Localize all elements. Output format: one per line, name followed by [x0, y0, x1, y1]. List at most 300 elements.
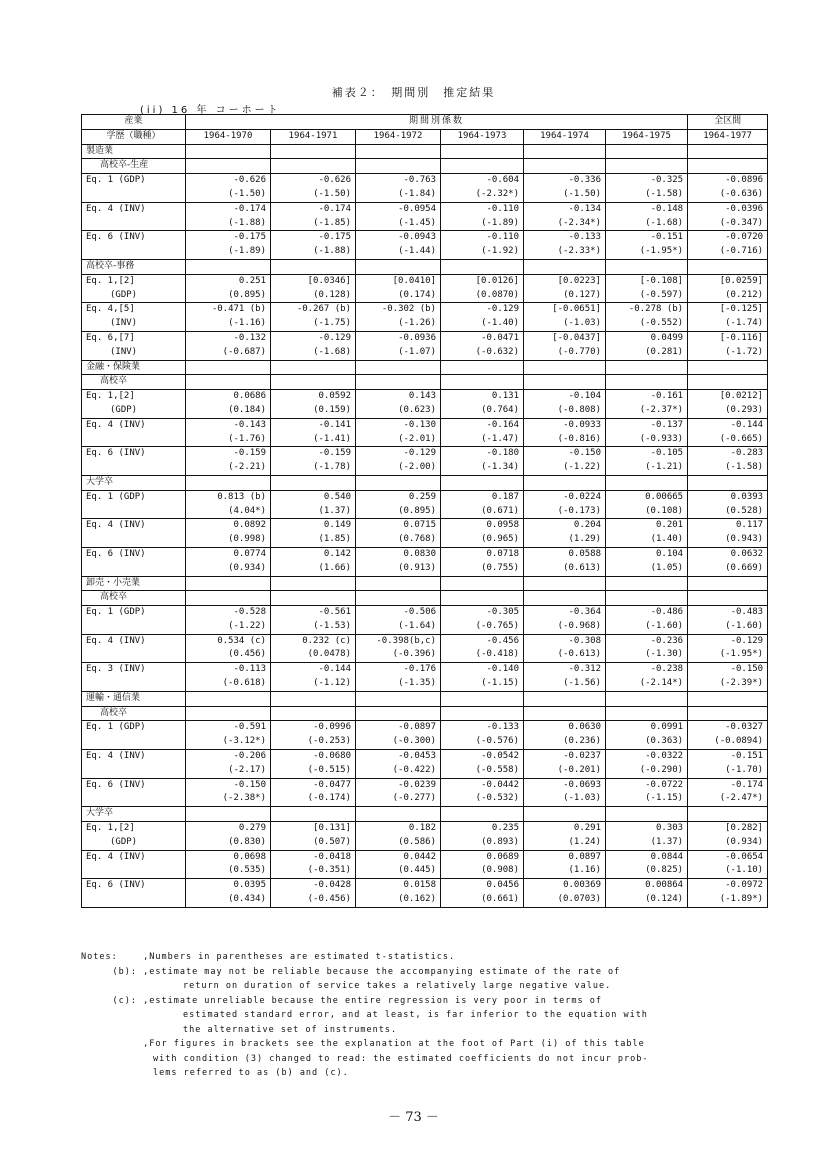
coef-cell: -0.483: [688, 606, 768, 620]
tstat-cell: (-0.618): [186, 677, 271, 691]
note-continuation: lems referred to as (b) and (c).: [153, 1068, 349, 1078]
empty-cell: [356, 159, 441, 174]
coef-cell: 0.0158: [356, 879, 441, 893]
coef-cell: -0.150: [186, 778, 271, 792]
tstat-cell: (0.830): [186, 836, 271, 850]
coef-row: [82, 778, 768, 792]
tstat-cell: (-1.88): [271, 245, 356, 259]
empty-cell: [271, 691, 356, 706]
period-header: 1964-1973: [441, 129, 524, 144]
coef-cell: 0.813 (b): [186, 490, 271, 504]
coef-cell: -0.129: [356, 447, 441, 461]
note-line: [81, 965, 771, 980]
coef-cell: -0.133: [524, 231, 606, 245]
coef-cell: -0.110: [441, 231, 524, 245]
coef-cell: [0.0346]: [271, 274, 356, 288]
tstat-cell: (-0.277): [356, 792, 441, 806]
coef-cell: -0.130: [356, 418, 441, 432]
tstat-cell: (-1.45): [356, 217, 441, 231]
equation-label-2: [82, 188, 186, 202]
tstat-cell: (-2.34*): [524, 217, 606, 231]
period-header: 1964-1975: [606, 129, 688, 144]
empty-cell: [186, 159, 271, 174]
tstat-cell: (0.623): [356, 404, 441, 418]
tstat-row: [82, 433, 768, 447]
group-row: [82, 591, 768, 606]
coef-cell: -0.151: [688, 750, 768, 764]
coef-cell: -0.174: [186, 202, 271, 216]
tstat-cell: (0.0703): [524, 893, 606, 907]
tstat-cell: (-1.21): [606, 461, 688, 475]
empty-cell: [606, 591, 688, 606]
tstat-cell: (0.535): [186, 864, 271, 878]
tstat-cell: (0.661): [441, 893, 524, 907]
empty-cell: [441, 144, 524, 159]
industry-label: 運輸・通信業: [82, 691, 186, 706]
empty-cell: [356, 807, 441, 822]
equation-label: Eq. 1,[2]: [82, 274, 186, 288]
coef-cell: -0.0896: [688, 174, 768, 188]
coef-cell: -0.144: [688, 418, 768, 432]
coef-cell: 0.0592: [271, 390, 356, 404]
coef-cell: -0.0897: [356, 721, 441, 735]
tstat-cell: (-0.174): [271, 792, 356, 806]
coef-cell: [0.0212]: [688, 390, 768, 404]
tstat-cell: (0.507): [271, 836, 356, 850]
equation-label-2: [82, 433, 186, 447]
tstat-cell: (0.184): [186, 404, 271, 418]
coef-cell: 0.0588: [524, 547, 606, 561]
tstat-cell: (0.913): [356, 562, 441, 576]
coef-row: [82, 519, 768, 533]
tstat-row: [82, 217, 768, 231]
tstat-cell: (-1.89): [186, 245, 271, 259]
coef-row: [82, 850, 768, 864]
tstat-cell: (-0.201): [524, 764, 606, 778]
empty-cell: [271, 375, 356, 390]
tstat-cell: (0.0478): [271, 648, 356, 662]
equation-label: Eq. 1,[2]: [82, 822, 186, 836]
empty-cell: [356, 706, 441, 721]
tstat-cell: (0.908): [441, 864, 524, 878]
coef-cell: 0.131: [441, 390, 524, 404]
equation-label: Eq. 1 (GDP): [82, 490, 186, 504]
coef-cell: [0.0126]: [441, 274, 524, 288]
tstat-cell: (-1.60): [688, 620, 768, 634]
tstat-cell: (-0.456): [271, 893, 356, 907]
coef-cell: -0.180: [441, 447, 524, 461]
empty-cell: [356, 576, 441, 591]
coef-cell: -0.150: [688, 663, 768, 677]
tstat-cell: (0.528): [688, 505, 768, 519]
equation-label: Eq. 6 (INV): [82, 547, 186, 561]
empty-cell: [606, 475, 688, 490]
tstat-row: [82, 317, 768, 331]
tstat-cell: (-1.84): [356, 188, 441, 202]
empty-cell: [186, 375, 271, 390]
empty-cell: [271, 144, 356, 159]
education-label: 大学卒: [82, 475, 186, 490]
group-row: [82, 259, 768, 274]
tstat-cell: (0.895): [186, 289, 271, 303]
tstat-cell: (0.768): [356, 533, 441, 547]
empty-cell: [688, 807, 768, 822]
empty-cell: [524, 159, 606, 174]
industry-label: 製造業: [82, 144, 186, 159]
empty-cell: [356, 144, 441, 159]
coef-cell: -0.0322: [606, 750, 688, 764]
coef-cell: -0.325: [606, 174, 688, 188]
coef-row: [82, 721, 768, 735]
empty-cell: [688, 576, 768, 591]
coef-cell: 0.0897: [524, 850, 606, 864]
section-row: [82, 691, 768, 706]
note-label: (b):: [112, 966, 137, 977]
tstat-cell: (-1.72): [688, 346, 768, 360]
coef-row: [82, 202, 768, 216]
coef-cell: -0.0654: [688, 850, 768, 864]
coef-cell: -0.604: [441, 174, 524, 188]
industry-label: 金融・保険業: [82, 360, 186, 375]
tstat-cell: (-1.89): [441, 217, 524, 231]
tstat-cell: (-2.00): [356, 461, 441, 475]
coef-cell: -0.528: [186, 606, 271, 620]
coef-row: [82, 750, 768, 764]
equation-label-2: [82, 764, 186, 778]
equation-label-2: [82, 562, 186, 576]
tstat-row: [82, 893, 768, 907]
coef-cell: 0.0442: [356, 850, 441, 864]
coef-cell: 0.0698: [186, 850, 271, 864]
equation-label-2: (GDP): [82, 289, 186, 303]
tstat-cell: (0.934): [688, 836, 768, 850]
section-row: [82, 360, 768, 375]
equation-label: Eq. 4 (INV): [82, 750, 186, 764]
coef-cell: [0.131]: [271, 822, 356, 836]
coef-header: 期間別係数: [186, 115, 688, 130]
period-header: 1964-1971: [271, 129, 356, 144]
tstat-cell: (0.281): [606, 346, 688, 360]
tstat-row: [82, 346, 768, 360]
empty-cell: [688, 475, 768, 490]
equation-label: Eq. 3 (INV): [82, 663, 186, 677]
equation-label-2: [82, 792, 186, 806]
coef-cell: -0.164: [441, 418, 524, 432]
empty-cell: [441, 691, 524, 706]
tstat-cell: (0.124): [606, 893, 688, 907]
coef-cell: 0.117: [688, 519, 768, 533]
note-bullet: ,: [137, 995, 150, 1006]
tstat-cell: (-1.56): [524, 677, 606, 691]
coef-cell: -0.0693: [524, 778, 606, 792]
coef-cell: -0.0720: [688, 231, 768, 245]
coef-cell: -0.0996: [271, 721, 356, 735]
equation-label: Eq. 6 (INV): [82, 879, 186, 893]
tstat-cell: (-2.39*): [688, 677, 768, 691]
tstat-cell: (0.363): [606, 735, 688, 749]
tstat-row: [82, 533, 768, 547]
coef-cell: -0.129: [441, 303, 524, 317]
tstat-cell: (-0.351): [271, 864, 356, 878]
tstat-cell: (-0.515): [271, 764, 356, 778]
coef-cell: 0.232 (c): [271, 634, 356, 648]
tstat-cell: (0.895): [356, 505, 441, 519]
tstat-cell: (-0.770): [524, 346, 606, 360]
tstat-cell: (-1.22): [186, 620, 271, 634]
tstat-cell: (-1.44): [356, 245, 441, 259]
period-header: 1964-1977: [688, 129, 768, 144]
tstat-cell: (0.445): [356, 864, 441, 878]
coef-cell: 0.259: [356, 490, 441, 504]
tstat-cell: (4.04*): [186, 505, 271, 519]
coef-cell: 0.251: [186, 274, 271, 288]
coef-cell: 0.0499: [606, 331, 688, 345]
coef-row: [82, 331, 768, 345]
coef-cell: -0.105: [606, 447, 688, 461]
coef-cell: 0.303: [606, 822, 688, 836]
coef-cell: -0.159: [271, 447, 356, 461]
coef-cell: [0.0259]: [688, 274, 768, 288]
tstat-cell: (-0.687): [186, 346, 271, 360]
coef-cell: -0.0680: [271, 750, 356, 764]
note-line: [81, 1037, 771, 1052]
tstat-cell: (-2.38*): [186, 792, 271, 806]
coef-row: [82, 822, 768, 836]
empty-cell: [271, 807, 356, 822]
coef-cell: -0.238: [606, 663, 688, 677]
note-bullet: ,: [137, 966, 150, 977]
empty-cell: [606, 375, 688, 390]
tstat-cell: (-0.968): [524, 620, 606, 634]
tstat-cell: (0.212): [688, 289, 768, 303]
equation-label-2: [82, 864, 186, 878]
tstat-row: [82, 505, 768, 519]
coef-row: [82, 547, 768, 561]
tstat-cell: (1.37): [271, 505, 356, 519]
coef-cell: 0.0456: [441, 879, 524, 893]
empty-cell: [186, 706, 271, 721]
tstat-cell: (-0.558): [441, 764, 524, 778]
tstat-cell: (-1.88): [186, 217, 271, 231]
education-label: 高校卒: [82, 706, 186, 721]
coef-cell: -0.267 (b): [271, 303, 356, 317]
coef-cell: -0.0943: [356, 231, 441, 245]
coef-cell: -0.305: [441, 606, 524, 620]
industry-header: 産業: [82, 115, 186, 130]
coef-cell: 0.00369: [524, 879, 606, 893]
tstat-cell: (-1.40): [441, 317, 524, 331]
period-header: 1964-1972: [356, 129, 441, 144]
coef-cell: -0.506: [356, 606, 441, 620]
coef-cell: -0.0542: [441, 750, 524, 764]
education-label: 大学卒: [82, 807, 186, 822]
empty-cell: [441, 375, 524, 390]
coef-cell: -0.278 (b): [606, 303, 688, 317]
coef-cell: [-0.0437]: [524, 331, 606, 345]
empty-cell: [524, 259, 606, 274]
tstat-cell: (0.671): [441, 505, 524, 519]
tstat-cell: (-1.58): [606, 188, 688, 202]
empty-cell: [186, 691, 271, 706]
tstat-cell: (-1.74): [688, 317, 768, 331]
tstat-cell: (-0.933): [606, 433, 688, 447]
empty-cell: [688, 691, 768, 706]
coef-cell: -0.206: [186, 750, 271, 764]
tstat-cell: (0.456): [186, 648, 271, 662]
equation-label-2: (INV): [82, 346, 186, 360]
coef-cell: 0.00665: [606, 490, 688, 504]
empty-cell: [524, 591, 606, 606]
coef-cell: -0.129: [688, 634, 768, 648]
coef-cell: -0.308: [524, 634, 606, 648]
tstat-cell: (0.236): [524, 735, 606, 749]
coef-cell: -0.336: [524, 174, 606, 188]
tstat-cell: (-1.50): [186, 188, 271, 202]
empty-cell: [524, 706, 606, 721]
coef-cell: 0.0830: [356, 547, 441, 561]
coef-cell: -0.283: [688, 447, 768, 461]
equation-label: Eq. 6 (INV): [82, 778, 186, 792]
empty-cell: [688, 375, 768, 390]
education-label: 高校卒-生産: [82, 159, 186, 174]
coef-cell: 0.0844: [606, 850, 688, 864]
coef-cell: -0.113: [186, 663, 271, 677]
coef-cell: [-0.116]: [688, 331, 768, 345]
tstat-cell: (-0.396): [356, 648, 441, 662]
page-number: － 73 －: [388, 1110, 439, 1125]
coef-cell: -0.0237: [524, 750, 606, 764]
tstat-cell: (-0.253): [271, 735, 356, 749]
tstat-cell: (-1.50): [524, 188, 606, 202]
coef-cell: -0.129: [271, 331, 356, 345]
tstat-cell: (-1.35): [356, 677, 441, 691]
empty-cell: [441, 807, 524, 822]
empty-cell: [271, 360, 356, 375]
empty-cell: [441, 591, 524, 606]
tstat-cell: (-1.92): [441, 245, 524, 259]
empty-cell: [441, 259, 524, 274]
note-text: estimate may not be reliable because the accompanying estimate of the rate of: [149, 966, 621, 977]
tstat-cell: (-0.290): [606, 764, 688, 778]
note-label: Notes:: [81, 952, 118, 962]
tstat-cell: (-0.808): [524, 404, 606, 418]
empty-cell: [186, 360, 271, 375]
empty-cell: [356, 259, 441, 274]
tstat-cell: (-1.15): [441, 677, 524, 691]
tstat-cell: (-0.532): [441, 792, 524, 806]
section-row: [82, 144, 768, 159]
tstat-cell: (-1.10): [688, 864, 768, 878]
coef-cell: 0.104: [606, 547, 688, 561]
tstat-cell: (0.162): [356, 893, 441, 907]
tstat-cell: (-2.33*): [524, 245, 606, 259]
empty-cell: [441, 159, 524, 174]
coef-cell: -0.159: [186, 447, 271, 461]
equation-label-2: [82, 461, 186, 475]
note-continuation: the alternative set of instruments.: [183, 1024, 398, 1035]
coef-cell: 0.540: [271, 490, 356, 504]
group-row: [82, 706, 768, 721]
coef-cell: -0.0239: [356, 778, 441, 792]
tstat-cell: (1.66): [271, 562, 356, 576]
coef-row: [82, 879, 768, 893]
note-line: [81, 994, 771, 1009]
tstat-cell: (-0.816): [524, 433, 606, 447]
industry-label: 卸売・小売業: [82, 576, 186, 591]
coef-cell: 0.534 (c): [186, 634, 271, 648]
tstat-cell: (-1.34): [441, 461, 524, 475]
equation-label: Eq. 4 (INV): [82, 634, 186, 648]
tstat-cell: (-1.85): [271, 217, 356, 231]
coef-cell: -0.0327: [688, 721, 768, 735]
tstat-row: [82, 735, 768, 749]
empty-cell: [524, 576, 606, 591]
coef-cell: -0.110: [441, 202, 524, 216]
coef-cell: -0.591: [186, 721, 271, 735]
coef-cell: 0.0393: [688, 490, 768, 504]
tstat-cell: (-1.41): [271, 433, 356, 447]
equation-label-2: [82, 677, 186, 691]
tstat-cell: (0.669): [688, 562, 768, 576]
tstat-cell: (0.613): [524, 562, 606, 576]
tstat-cell: (0.943): [688, 533, 768, 547]
empty-cell: [186, 475, 271, 490]
coef-cell: -0.471 (b): [186, 303, 271, 317]
tstat-cell: (-1.53): [271, 620, 356, 634]
tstat-cell: (1.37): [606, 836, 688, 850]
table-title: 補表２： 期間別 推定結果: [331, 86, 496, 99]
empty-cell: [441, 360, 524, 375]
period-header: 1964-1970: [186, 129, 271, 144]
empty-cell: [688, 706, 768, 721]
tstat-cell: (0.764): [441, 404, 524, 418]
tstat-cell: (-0.552): [606, 317, 688, 331]
equation-label: Eq. 6,[7]: [82, 331, 186, 345]
tstat-cell: (-1.78): [271, 461, 356, 475]
equation-label: Eq. 6 (INV): [82, 231, 186, 245]
coef-row: [82, 274, 768, 288]
coef-cell: [-0.125]: [688, 303, 768, 317]
coef-cell: 0.0991: [606, 721, 688, 735]
tstat-row: [82, 677, 768, 691]
tstat-row: [82, 764, 768, 778]
empty-cell: [688, 591, 768, 606]
coef-row: [82, 447, 768, 461]
empty-cell: [688, 144, 768, 159]
empty-cell: [271, 706, 356, 721]
coef-row: [82, 418, 768, 432]
coef-cell: -0.176: [356, 663, 441, 677]
coef-cell: -0.0477: [271, 778, 356, 792]
coef-cell: 0.187: [441, 490, 524, 504]
table-subtitle: (ii) 16 年 コーホート: [140, 105, 281, 116]
empty-cell: [606, 259, 688, 274]
coef-cell: -0.144: [271, 663, 356, 677]
coef-cell: [0.282]: [688, 822, 768, 836]
tstat-cell: (-2.32*): [441, 188, 524, 202]
tstat-cell: (1.85): [271, 533, 356, 547]
tstat-cell: (0.755): [441, 562, 524, 576]
tstat-cell: (-1.26): [356, 317, 441, 331]
tstat-cell: (-0.765): [441, 620, 524, 634]
coef-cell: [-0.0651]: [524, 303, 606, 317]
tstat-cell: (0.965): [441, 533, 524, 547]
note-continuation: return on duration of service takes a relatively large negative value.: [183, 981, 612, 991]
coef-cell: -0.141: [271, 418, 356, 432]
equation-label: Eq. 4 (INV): [82, 850, 186, 864]
coef-cell: 0.0689: [441, 850, 524, 864]
tstat-cell: (-0.665): [688, 433, 768, 447]
